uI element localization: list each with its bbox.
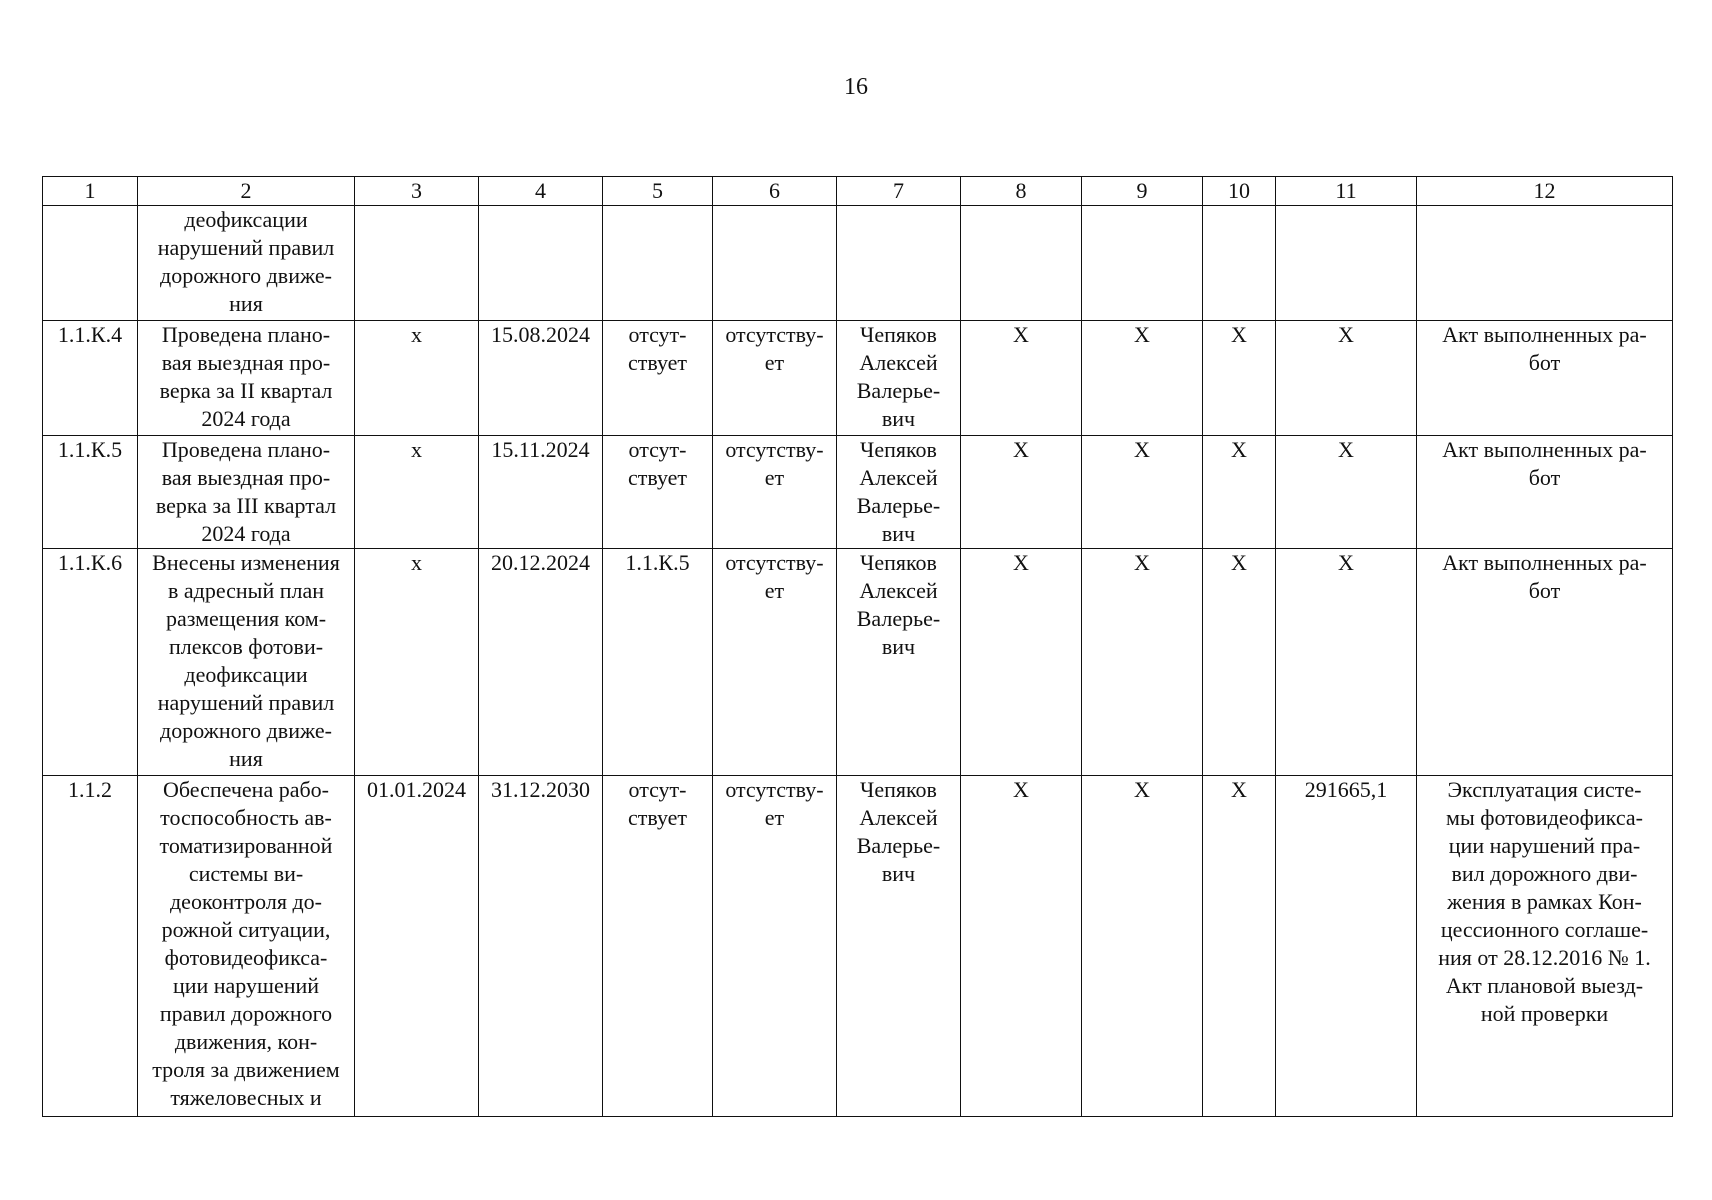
table-cell: отсут- ствует — [603, 776, 713, 1117]
table-cell: Х — [1203, 776, 1276, 1117]
table-cell: 1.1.К.5 — [603, 549, 713, 776]
table-cell: Внесены изменения в адресный план размещения ком- плексов фотови- деофиксации нарушений правил дорожного движе- ния — [138, 549, 355, 776]
table-cell: отсутству- ет — [713, 776, 837, 1117]
table-cell — [837, 206, 961, 321]
table-cell: Обеспечена рабо- тоспособность ав- томатизированной системы ви- деоконтроля до- рожной ситуации, фотовидеофикса- ции нарушений правил дорожного движения, кон- троля за движением тяжеловесных и — [138, 776, 355, 1117]
table-cell: Акт выполненных ра- бот — [1417, 549, 1673, 776]
page-number: 16 — [844, 74, 868, 100]
table-cell: Эксплуатация систе- мы фотовидеофикса- ции нарушений пра- вил дорожного дви- жения в рамках Кон- цессионного соглаше- ния от 28.12.2016 № 1. Акт плановой выезд- ной проверки — [1417, 776, 1673, 1117]
table-cell: х — [355, 436, 479, 549]
table-cell: Х — [1203, 321, 1276, 436]
table-cell — [713, 206, 837, 321]
column-number: 8 — [961, 177, 1082, 206]
table-cell: Х — [1082, 549, 1203, 776]
column-number: 10 — [1203, 177, 1276, 206]
table-cell — [1276, 206, 1417, 321]
column-number: 1 — [43, 177, 138, 206]
document-table — [42, 176, 1673, 1117]
table-row — [43, 206, 1673, 321]
table-cell — [43, 206, 138, 321]
table-cell — [479, 206, 603, 321]
table-cell: 31.12.2030 — [479, 776, 603, 1117]
table-cell — [1417, 206, 1673, 321]
table-cell: Акт выполненных ра- бот — [1417, 436, 1673, 549]
table-cell: 20.12.2024 — [479, 549, 603, 776]
table-cell: 1.1.К.4 — [43, 321, 138, 436]
table-cell: 15.11.2024 — [479, 436, 603, 549]
column-number: 11 — [1276, 177, 1417, 206]
column-number: 2 — [138, 177, 355, 206]
table-cell: Чепяков Алексей Валерье- вич — [837, 436, 961, 549]
table-cell: Х — [1203, 549, 1276, 776]
table-cell: отсут- ствует — [603, 321, 713, 436]
table-cell: х — [355, 549, 479, 776]
table-row — [43, 776, 1673, 1117]
table-cell — [355, 206, 479, 321]
table-header-row — [43, 177, 1673, 206]
table-cell: отсутству- ет — [713, 436, 837, 549]
table-cell: 1.1.2 — [43, 776, 138, 1117]
table-cell: Чепяков Алексей Валерье- вич — [837, 321, 961, 436]
column-number: 9 — [1082, 177, 1203, 206]
column-number: 12 — [1417, 177, 1673, 206]
table-cell: 1.1.К.6 — [43, 549, 138, 776]
table-cell: Х — [1082, 776, 1203, 1117]
table-cell: Х — [961, 549, 1082, 776]
table-cell: Чепяков Алексей Валерье- вич — [837, 776, 961, 1117]
column-number: 6 — [713, 177, 837, 206]
table-cell: 1.1.К.5 — [43, 436, 138, 549]
table-cell: отсут- ствует — [603, 436, 713, 549]
table-cell: Х — [1203, 436, 1276, 549]
table-cell: Чепяков Алексей Валерье- вич — [837, 549, 961, 776]
column-number: 7 — [837, 177, 961, 206]
table-cell: Х — [961, 776, 1082, 1117]
table-cell: Х — [1276, 549, 1417, 776]
table-cell — [603, 206, 713, 321]
column-number: 4 — [479, 177, 603, 206]
table-cell: отсутству- ет — [713, 549, 837, 776]
table-cell: деофиксации нарушений правил дорожного движе- ния — [138, 206, 355, 321]
table-cell: отсутству- ет — [713, 321, 837, 436]
table-cell — [961, 206, 1082, 321]
table-cell: Х — [1276, 321, 1417, 436]
table-cell: 291665,1 — [1276, 776, 1417, 1117]
table-cell: 15.08.2024 — [479, 321, 603, 436]
table-cell: Х — [1082, 321, 1203, 436]
table-cell: Х — [1276, 436, 1417, 549]
column-number: 5 — [603, 177, 713, 206]
table-cell: Х — [961, 321, 1082, 436]
table-cell: 01.01.2024 — [355, 776, 479, 1117]
table-cell: Проведена плано- вая выездная про- верка за II квартал 2024 года — [138, 321, 355, 436]
table-row — [43, 549, 1673, 776]
table-cell: Х — [1082, 436, 1203, 549]
table-cell — [1203, 206, 1276, 321]
table-row — [43, 436, 1673, 549]
table-cell: Проведена плано- вая выездная про- верка за III квартал 2024 года — [138, 436, 355, 549]
table-cell: х — [355, 321, 479, 436]
table-cell: Акт выполненных ра- бот — [1417, 321, 1673, 436]
table-cell: Х — [961, 436, 1082, 549]
table-cell — [1082, 206, 1203, 321]
table-row — [43, 321, 1673, 436]
column-number: 3 — [355, 177, 479, 206]
